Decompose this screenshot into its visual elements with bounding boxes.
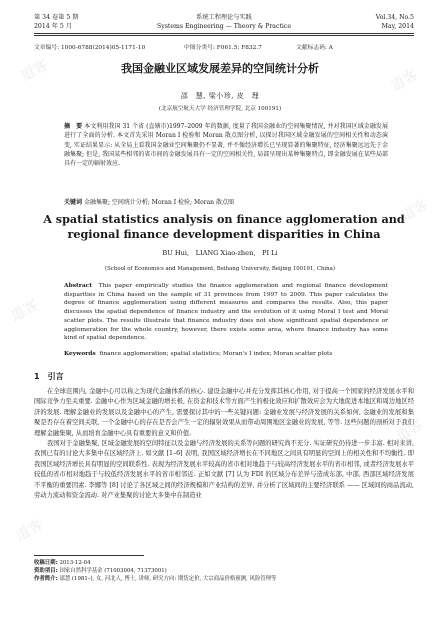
abstract-en-label: Abstract bbox=[64, 282, 92, 289]
classification-number: 中图分类号: F061.5; F832.7 bbox=[184, 45, 262, 51]
watermark: 道客 bbox=[8, 296, 41, 325]
footnote-author-bio: 作者简介: 邵慧 (1981–), 女, 河北人, 博士, 讲师, 研究方向: 期货定价, 大宗商品价格预测, 风险管理等 bbox=[34, 576, 277, 583]
title-cn: 我国金融业区域发展差异的空间统计分析 bbox=[121, 62, 319, 75]
footnote bbox=[34, 559, 414, 584]
abstract-cn-label: 摘 要 bbox=[64, 123, 83, 130]
footnote-received: 收稿日期: 2013-12-04 bbox=[34, 560, 91, 566]
watermark: 道客 bbox=[13, 516, 46, 545]
authors-en: BU Hui, LIANG Xiao-zhen, PI Li bbox=[162, 249, 278, 257]
keywords-cn-text: 金融集聚; 空间统计分析; Moran I 检验; Moran 散点图 bbox=[83, 199, 234, 206]
abstract-cn-text: 本文利用我国 31 个省 (直辖市)1997–2009 年的数据, 度量了我国金融业的空间集聚情况, 并对我国区域金融发展进行了全面的分析. 本文首先采用 Moran I 检验和 Moran 散点图分析, 以探讨我国区域金融发展的空间相关性和动态演变, 实证结果显示: 从全局上看我国金融业空间集聚仍不显著, 并不像经济增长已呈现显著的集聚特征, 经济集聚远远先于金融集聚; 但是, 我国某些相邻的省市间的金融发展具有一定的空间相关性, 局部呈现出某种集聚特点, 即金融发展在某些局部具有一定的辐射效应. bbox=[64, 123, 388, 168]
watermark: 道客 bbox=[393, 416, 426, 445]
footnote-rule bbox=[34, 555, 144, 556]
footnote-funding: 资助项目: 国家自然科学基金 (71003004, 71373001) bbox=[34, 568, 167, 575]
authors-cn: 邵 慧, 梁小珍, 皮 理 bbox=[180, 92, 260, 100]
abstract-cn bbox=[64, 122, 388, 168]
watermark: 道客 bbox=[398, 196, 431, 225]
watermark: 道客 bbox=[388, 66, 421, 95]
body-paragraph: 在全球范围内, 金融中心可以称之为现代金融体系的核心. 建设金融中心并充分发挥其核心作用, 对于提高一个国家的经济发展水平和国际竞争力至关重要. 金融中心作为区域金融的增长极, 在资金和技术等方面产生的极化效应和扩散效应会为大地促进本地区和周边地区经济的发展. 理解金融业的发展以及金融中心的产生, 需要探讨其中的一些关键问题: 金融业发展与经济发展的关系如何, 金融业的发展和集聚是否存在着空间关联, 一个金融中心的存在是否会产生一定的辐射效果从而带动周围地区金融业的发展, 等等. 这些问题的剖析对于我们理解金融集聚, 从而培育金融中心具有重要的意义和价值. bbox=[34, 388, 414, 437]
volume-en: Vol.34, No.5 bbox=[375, 14, 414, 21]
abstract-en bbox=[64, 282, 388, 343]
section-heading: 1 引言 bbox=[34, 372, 64, 381]
document-code: 文献标志码: A bbox=[296, 45, 333, 51]
watermark: 道客 bbox=[18, 56, 51, 85]
journal-name-cn: 系统工程理论与实践 bbox=[196, 14, 252, 21]
journal-name-en: Systems Engineering — Theory & Practice bbox=[156, 23, 292, 30]
title-en: A spatial statistics analysis on finance agglomeration and regional finance development disparities in China bbox=[43, 212, 405, 241]
body-text bbox=[34, 387, 414, 501]
affiliation-en: (School of Economics and Management, Beihang University, Beijing 100191, China) bbox=[105, 266, 335, 272]
keywords-cn bbox=[64, 198, 388, 207]
volume-cn: 第 34 卷第 5 期 bbox=[34, 14, 79, 21]
date-cn: 2014 年 5 月 bbox=[34, 23, 72, 30]
body-paragraph: 我国对于金融集聚, 区域金融发展的空间特征以及金融与经济发展的关系等问题的研究尚不充分. 实证研究仍待进一步丰富. 相对来讲, 我国已有的讨论大多集中在区域经济上. 如文献 [1–6] 表明, 我国区域经济增长在不同地区之间具有明显的空间上的相关性和不均衡性. 即我国区域经济增长具有明显的空间联系性. 表现为经济发展水平较高的省市相对地趋于与较高经济发展水平的省市相邻, 或者经济发展水平较低的省市相对地趋于与较低经济发展水平的省市相邻近. 正如文献 [7] 认为 FDI 的区域分布差异与造成东部, 中部, 西部区域经济发展不平衡的重要因素. 李娜等 [8] 讨论了各区域之间的经济规模和产业结构的差异, 并分析了区域间的主要经济联系 —— 区域间的商品流动, 劳动力流动和资金流动. 对产业集聚的讨论大多集中在制造业 bbox=[34, 440, 414, 500]
header-rule-thin bbox=[34, 35, 414, 36]
affiliation-cn: (北京航空航天大学 经济管理学院, 北京 100191) bbox=[158, 106, 282, 112]
keywords-cn-label: 关键词 bbox=[64, 199, 83, 206]
keywords-en-label: Keywords bbox=[64, 350, 96, 357]
article-number: 文章编号: 1000-6788(2014)05-1171-10 bbox=[34, 45, 146, 51]
abstract-en-text: This paper empirically studies the finance agglomeration and regional finance development disparities in China based on the sample of 31 provinces from 1997 to 2009. This paper calculates the degree of finance agglomeration using different measures and compares the results. Also, this paper discusses the spatial dependence of finance industry and the evolution of it using Moral I test and Moral scatter plots. The results illustrate that finance industry does not show significant spatial dependence or agglomeration for the whole country, however, there exists some area, where finance industry has some kind of spatial dependence. bbox=[64, 283, 389, 342]
date-en: May, 2014 bbox=[381, 23, 414, 30]
keywords-en-text: finance agglomeration; spatial statistics; Moran's I index; Moran scatter plots bbox=[99, 351, 333, 357]
keywords-en bbox=[64, 350, 388, 359]
header-rule bbox=[34, 33, 414, 34]
